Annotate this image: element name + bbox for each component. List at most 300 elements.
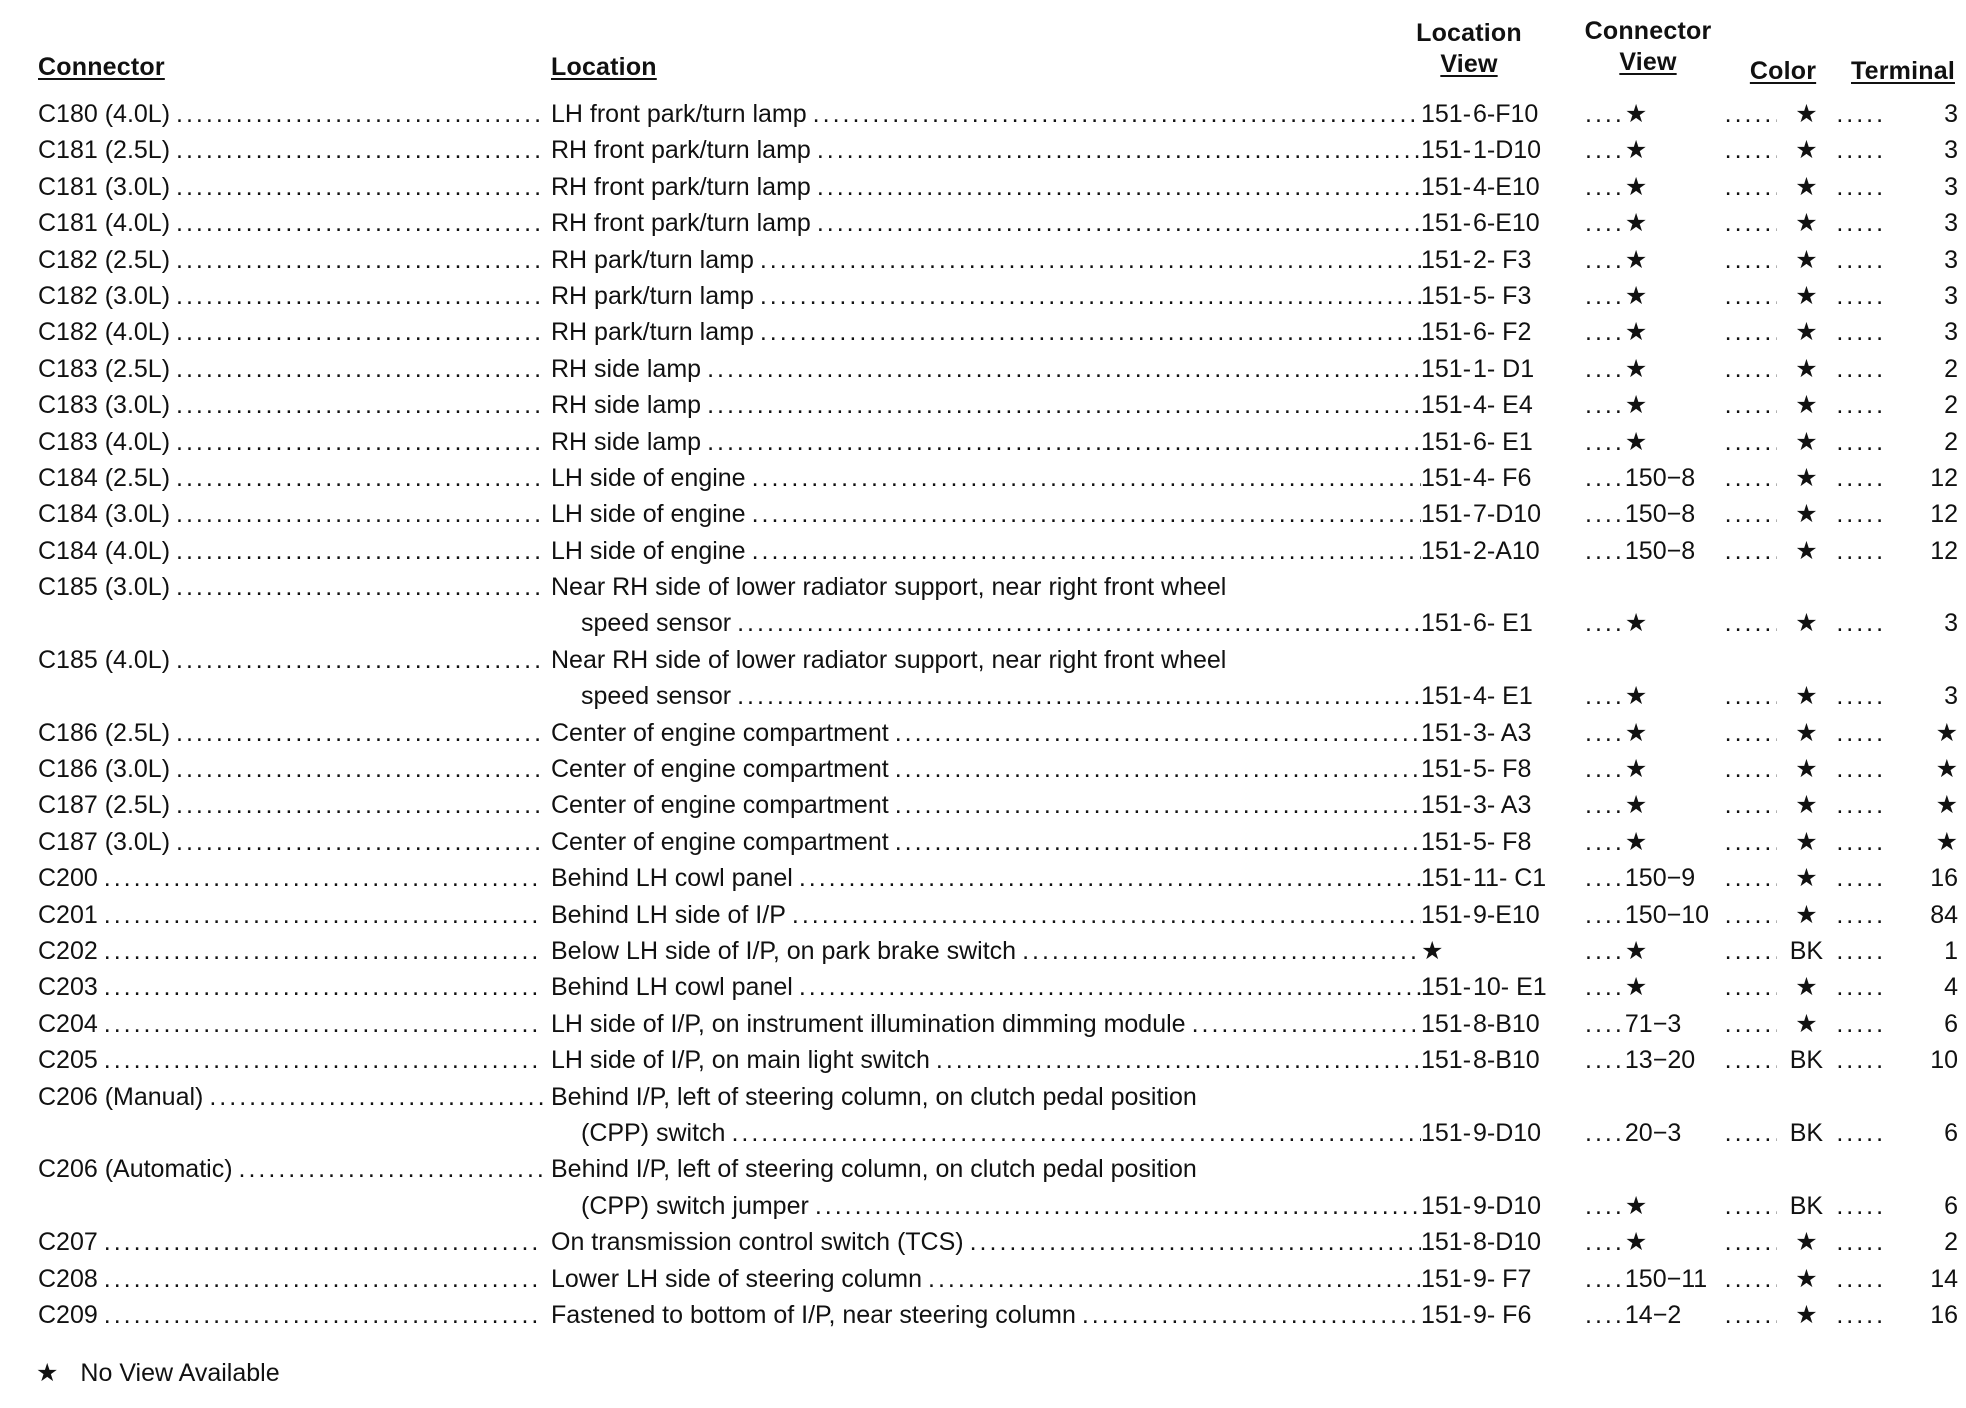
connector-cell (38, 1006, 543, 1042)
terminal-count: 3 (1944, 318, 1958, 347)
connector-view: 150−8 (1624, 463, 1696, 492)
connector-view: 71−3 (1624, 1009, 1682, 1038)
location-cell (551, 1261, 1421, 1297)
view-color-terminal (1585, 715, 1958, 751)
leader-dots (1585, 1115, 1621, 1151)
location-view-prefix: 151- (1421, 100, 1472, 128)
location-text: RH front park/turn lamp (551, 172, 811, 201)
leader-dots (1725, 314, 1777, 350)
color-value: ★ (1795, 209, 1818, 238)
leader-dots (1725, 1115, 1777, 1151)
location-text: Behind LH cowl panel (551, 864, 793, 893)
connector-id: C204 (38, 1009, 98, 1038)
leader-dots (1725, 1224, 1777, 1260)
color-value: ★ (1795, 900, 1818, 929)
leader-dots (1585, 314, 1621, 350)
view-color-terminal (1585, 969, 1958, 1005)
leader-dots (1725, 278, 1777, 314)
leader-dots (170, 533, 543, 569)
location-view-code: 3- A3 (1473, 718, 1532, 747)
connector-id: C183 (3.0L) (38, 391, 171, 420)
leader-dots (1725, 424, 1777, 460)
header-connector-view-line2: View (1619, 48, 1677, 76)
connector-cell (38, 1079, 543, 1115)
connector-cell (38, 387, 543, 423)
leader-dots (1836, 824, 1888, 860)
terminal-count: 84 (1930, 900, 1958, 929)
connector-view: 150−8 (1624, 500, 1696, 529)
header-terminal (1838, 56, 1966, 87)
location-view-prefix: 151- (1421, 791, 1472, 820)
leader-dots (786, 897, 1421, 933)
leader-dots (1585, 132, 1621, 168)
location-text-line2: speed sensor (581, 682, 732, 711)
location-text: RH park/turn lamp (551, 245, 754, 274)
table-row (38, 424, 1958, 460)
header-location-label: Location (551, 53, 657, 81)
leader-dots (889, 751, 1421, 787)
footnote-text: No View Available (80, 1359, 280, 1387)
location-view-code: 8-B10 (1473, 1046, 1540, 1075)
table-row (38, 132, 1958, 168)
leader-dots (1836, 933, 1888, 969)
location-text-continued (551, 678, 1421, 714)
location-text: RH front park/turn lamp (551, 136, 811, 165)
connector-cell (38, 278, 543, 314)
terminal-count: 3 (1944, 136, 1958, 165)
terminal-count: ★ (1935, 791, 1958, 820)
location-view-prefix: 151- (1421, 391, 1472, 420)
leader-dots (1836, 496, 1888, 532)
leader-dots (1585, 205, 1621, 241)
connector-view: 150−11 (1624, 1264, 1708, 1293)
connector-id: C181 (4.0L) (38, 209, 171, 238)
terminal-count: 12 (1930, 536, 1958, 565)
leader-dots (1836, 860, 1888, 896)
leader-dots (170, 460, 543, 496)
location-view-code: 1-D10 (1473, 136, 1542, 165)
location-text: Center of engine compartment (551, 827, 889, 856)
location-view-prefix: 151- (1421, 718, 1472, 747)
connector-id: C186 (3.0L) (38, 755, 171, 784)
table-row (38, 969, 1958, 1005)
connector-view: 14−2 (1624, 1300, 1682, 1329)
leader-dots (754, 314, 1421, 350)
leader-dots (170, 205, 543, 241)
leader-dots (701, 387, 1421, 423)
location-text-continued (551, 1115, 1421, 1151)
connector-id: C187 (2.5L) (38, 791, 171, 820)
leader-dots (1836, 533, 1888, 569)
location-text: RH park/turn lamp (551, 281, 754, 310)
terminal-count: 14 (1930, 1264, 1958, 1293)
connector-view: 20−3 (1624, 1118, 1682, 1147)
terminal-count: 3 (1944, 682, 1958, 711)
location-cell (551, 533, 1421, 569)
location-cell (551, 787, 1421, 823)
leader-dots (1725, 1261, 1777, 1297)
location-view-prefix: 151- (1421, 973, 1472, 1002)
leader-dots (930, 1042, 1421, 1078)
color-value: ★ (1795, 100, 1818, 128)
leader-dots (1725, 860, 1777, 896)
location-text: On transmission control switch (TCS) (551, 1228, 964, 1257)
leader-dots (731, 605, 1421, 641)
terminal-count: 16 (1930, 1300, 1958, 1329)
terminal-count: ★ (1935, 827, 1958, 856)
location-cell (551, 824, 1421, 860)
color-value: ★ (1795, 1228, 1818, 1257)
leader-dots (1836, 897, 1888, 933)
location-cell (551, 1006, 1421, 1042)
location-cell (551, 860, 1421, 896)
leader-dots (1836, 969, 1888, 1005)
connector-view: ★ (1624, 755, 1648, 784)
leader-dots (1585, 96, 1621, 132)
connector-id: C206 (Manual) (38, 1082, 204, 1111)
leader-dots (725, 1115, 1421, 1151)
view-color-terminal (1585, 1261, 1958, 1297)
color-value: ★ (1795, 718, 1818, 747)
connector-id: C201 (38, 900, 98, 929)
location-view-code: 8-D10 (1473, 1228, 1542, 1257)
leader-dots (1585, 1006, 1621, 1042)
leader-dots (1585, 933, 1621, 969)
leader-dots (1585, 824, 1621, 860)
leader-dots (1725, 387, 1777, 423)
color-value: ★ (1795, 354, 1818, 383)
header-color-label: Color (1749, 57, 1817, 85)
leader-dots (1585, 897, 1621, 933)
leader-dots (1585, 751, 1621, 787)
location-cell (551, 424, 1421, 460)
leader-dots (1585, 278, 1621, 314)
connector-id: C183 (4.0L) (38, 427, 171, 456)
view-color-terminal (1585, 96, 1958, 132)
leader-dots (1725, 787, 1777, 823)
leader-dots (1725, 351, 1777, 387)
leader-dots (170, 569, 543, 605)
connector-view: 13−20 (1624, 1046, 1696, 1075)
location-cell (551, 351, 1421, 387)
table-row (38, 1261, 1958, 1297)
leader-dots (964, 1224, 1421, 1260)
connector-cell (38, 897, 543, 933)
footnote (36, 1355, 280, 1391)
leader-dots (1725, 969, 1777, 1005)
location-view-code: 6- E1 (1473, 609, 1533, 638)
view-color-terminal (1585, 169, 1958, 205)
leader-dots (1585, 424, 1621, 460)
connector-cell (38, 96, 543, 132)
location-view-code: 9-D10 (1473, 1191, 1542, 1220)
connector-view: ★ (1624, 1191, 1648, 1220)
leader-dots (1836, 1115, 1888, 1151)
table-row (38, 278, 1958, 314)
color-value: ★ (1795, 427, 1818, 456)
connector-cell (38, 314, 543, 350)
leader-dots (1725, 132, 1777, 168)
connector-cell (38, 642, 543, 678)
color-value: ★ (1795, 755, 1818, 784)
terminal-count: 3 (1944, 609, 1958, 638)
color-value: ★ (1795, 1300, 1818, 1329)
view-color-terminal (1585, 496, 1958, 532)
view-color-terminal (1585, 1115, 1958, 1151)
connector-cell (38, 969, 543, 1005)
leader-dots (811, 132, 1421, 168)
location-view-prefix: 151- (1421, 245, 1472, 274)
connector-cell (38, 1297, 543, 1333)
connector-id: C200 (38, 864, 98, 893)
view-color-terminal (1585, 424, 1958, 460)
leader-dots (1585, 1188, 1621, 1224)
location-text: Center of engine compartment (551, 755, 889, 784)
leader-dots (170, 242, 543, 278)
location-cell (551, 1151, 1421, 1224)
color-value: ★ (1795, 281, 1818, 310)
leader-dots (170, 387, 543, 423)
view-color-terminal (1585, 533, 1958, 569)
location-view-code: 5- F8 (1473, 827, 1532, 856)
location-text-line2: (CPP) switch (581, 1118, 726, 1147)
location-cell (551, 569, 1421, 642)
location-cell (551, 715, 1421, 751)
header-location-view-line1: Location (1416, 19, 1522, 47)
table-row (38, 169, 1958, 205)
connector-cell (38, 169, 543, 205)
connector-cell (38, 424, 543, 460)
leader-dots (98, 1042, 543, 1078)
connector-view: ★ (1624, 391, 1648, 420)
leader-dots (746, 533, 1421, 569)
connector-id: C180 (4.0L) (38, 100, 171, 128)
leader-dots (1836, 242, 1888, 278)
location-text: LH side of I/P, on instrument illumination dimming module (551, 1009, 1186, 1038)
connector-view: ★ (1624, 354, 1648, 383)
location-view-code: 8-B10 (1473, 1009, 1540, 1038)
leader-dots (1725, 897, 1777, 933)
view-color-terminal (1585, 1297, 1958, 1333)
terminal-count: 6 (1944, 1191, 1958, 1220)
connector-view: ★ (1624, 973, 1648, 1002)
location-text-continued (551, 1188, 1421, 1224)
location-view-prefix: 151- (1421, 900, 1472, 929)
leader-dots (1585, 969, 1621, 1005)
connector-cell (38, 205, 543, 241)
location-cell (551, 496, 1421, 532)
leader-dots (1725, 169, 1777, 205)
leader-dots (1585, 1297, 1621, 1333)
location-view-code: 9-D10 (1473, 1118, 1542, 1147)
leader-dots (98, 1297, 543, 1333)
location-view-prefix: 151- (1421, 136, 1472, 165)
view-color-terminal (1585, 1188, 1958, 1224)
location-view-prefix: 151- (1421, 1264, 1472, 1293)
location-view-prefix: 151- (1421, 209, 1472, 238)
connector-cell (38, 787, 543, 823)
connector-id: C206 (Automatic) (38, 1155, 233, 1184)
location-view-code: 7-D10 (1473, 500, 1542, 529)
terminal-count: 6 (1944, 1118, 1958, 1147)
star-icon: ★ (36, 1359, 59, 1387)
header-location (551, 52, 657, 83)
table-row (38, 787, 1958, 823)
location-text: RH front park/turn lamp (551, 209, 811, 238)
leader-dots (203, 1079, 543, 1115)
leader-dots (889, 787, 1421, 823)
view-color-terminal (1585, 132, 1958, 168)
leader-dots (1585, 787, 1621, 823)
leader-dots (1186, 1006, 1421, 1042)
location-view-prefix: 151- (1421, 609, 1472, 638)
leader-dots (701, 424, 1421, 460)
header-connector-label: Connector (38, 53, 165, 81)
table-row (38, 860, 1958, 896)
leader-dots (98, 897, 543, 933)
location-view-code: 6- E1 (1473, 427, 1533, 456)
location-view-code: 6-E10 (1473, 209, 1540, 238)
color-value: ★ (1795, 1009, 1818, 1038)
terminal-count: 2 (1944, 354, 1958, 383)
color-value: ★ (1795, 864, 1818, 893)
table-row (38, 96, 1958, 132)
connector-id: C202 (38, 937, 98, 966)
leader-dots (1585, 351, 1621, 387)
location-text: LH side of I/P, on main light switch (551, 1046, 930, 1075)
leader-dots (1725, 824, 1777, 860)
leader-dots (1725, 533, 1777, 569)
view-color-terminal (1585, 678, 1958, 714)
leader-dots (1585, 460, 1621, 496)
location-view-prefix: 151- (1421, 318, 1472, 347)
connector-view: ★ (1624, 427, 1648, 456)
location-text: LH side of engine (551, 463, 746, 492)
location-text: Behind I/P, left of steering column, on clutch pedal position (551, 1155, 1197, 1184)
leader-dots (1836, 787, 1888, 823)
table-row (38, 496, 1958, 532)
terminal-count: 3 (1944, 100, 1958, 128)
leader-dots (1585, 678, 1621, 714)
terminal-count: 2 (1944, 1228, 1958, 1257)
connector-id: C186 (2.5L) (38, 718, 171, 747)
location-view-prefix: 151- (1421, 1118, 1472, 1147)
location-cell (551, 278, 1421, 314)
location-text-continued (551, 605, 1421, 641)
location-view-code: 3- A3 (1473, 791, 1532, 820)
connector-view: ★ (1624, 172, 1648, 201)
table-row (38, 824, 1958, 860)
connector-id: C205 (38, 1046, 98, 1075)
header-location-view-line2: View (1440, 50, 1498, 78)
leader-dots (170, 351, 543, 387)
leader-dots (98, 969, 543, 1005)
connector-id: C181 (3.0L) (38, 172, 171, 201)
leader-dots (1725, 715, 1777, 751)
leader-dots (170, 278, 543, 314)
location-view-prefix: 151- (1421, 500, 1472, 529)
table-row (38, 1042, 1958, 1078)
location-cell (551, 1042, 1421, 1078)
location-view-prefix: 151- (1421, 463, 1472, 492)
leader-dots (1836, 96, 1888, 132)
location-cell (551, 205, 1421, 241)
leader-dots (1585, 1224, 1621, 1260)
location-view-code: 11- C1 (1473, 864, 1547, 893)
leader-dots (1725, 1188, 1777, 1224)
location-cell (551, 1297, 1421, 1333)
connector-view: ★ (1624, 827, 1648, 856)
leader-dots (1836, 1188, 1888, 1224)
color-value: ★ (1795, 245, 1818, 274)
header-terminal-label: Terminal (1851, 57, 1955, 85)
location-cell (551, 387, 1421, 423)
table-row (38, 642, 1958, 715)
location-cell (551, 642, 1421, 715)
table-row (38, 242, 1958, 278)
leader-dots (170, 751, 543, 787)
connector-id: C184 (4.0L) (38, 536, 171, 565)
location-cell (551, 751, 1421, 787)
connector-view: ★ (1624, 718, 1648, 747)
location-cell (551, 933, 1421, 969)
connector-view: ★ (1624, 281, 1648, 310)
connector-id: C184 (2.5L) (38, 463, 171, 492)
table-row (38, 1151, 1958, 1224)
location-text: LH side of engine (551, 500, 746, 529)
location-text: Lower LH side of steering column (551, 1264, 923, 1293)
leader-dots (811, 205, 1421, 241)
location-view-prefix: 151- (1421, 1009, 1472, 1038)
table-row (38, 351, 1958, 387)
location-cell (551, 897, 1421, 933)
connector-cell (38, 496, 543, 532)
header-connector-view (1563, 16, 1733, 78)
leader-dots (1836, 715, 1888, 751)
location-text: Center of engine compartment (551, 791, 889, 820)
connector-id: C209 (38, 1300, 98, 1329)
view-color-terminal (1585, 897, 1958, 933)
table-row (38, 715, 1958, 751)
leader-dots (1725, 678, 1777, 714)
connector-cell (38, 933, 543, 969)
connector-cell (38, 1224, 543, 1260)
connector-view: ★ (1624, 136, 1648, 165)
leader-dots (793, 860, 1421, 896)
table-row (38, 205, 1958, 241)
terminal-count: 3 (1944, 209, 1958, 238)
leader-dots (1725, 933, 1777, 969)
color-value: ★ (1795, 609, 1818, 638)
leader-dots (98, 1261, 543, 1297)
connector-id: C208 (38, 1264, 98, 1293)
table-row (38, 460, 1958, 496)
leader-dots (1585, 496, 1621, 532)
terminal-count: 3 (1944, 245, 1958, 274)
location-view-code: 2-A10 (1473, 536, 1540, 565)
location-cell (551, 242, 1421, 278)
location-text-line2: speed sensor (581, 609, 732, 638)
leader-dots (1836, 751, 1888, 787)
location-text: Behind LH cowl panel (551, 973, 793, 1002)
location-text: RH park/turn lamp (551, 318, 754, 347)
location-text: Below LH side of I/P, on park brake switch (551, 937, 1017, 966)
view-color-terminal (1585, 242, 1958, 278)
connector-cell (38, 242, 543, 278)
table-row (38, 533, 1958, 569)
location-view-prefix: 151- (1421, 536, 1472, 565)
leader-dots (170, 715, 543, 751)
